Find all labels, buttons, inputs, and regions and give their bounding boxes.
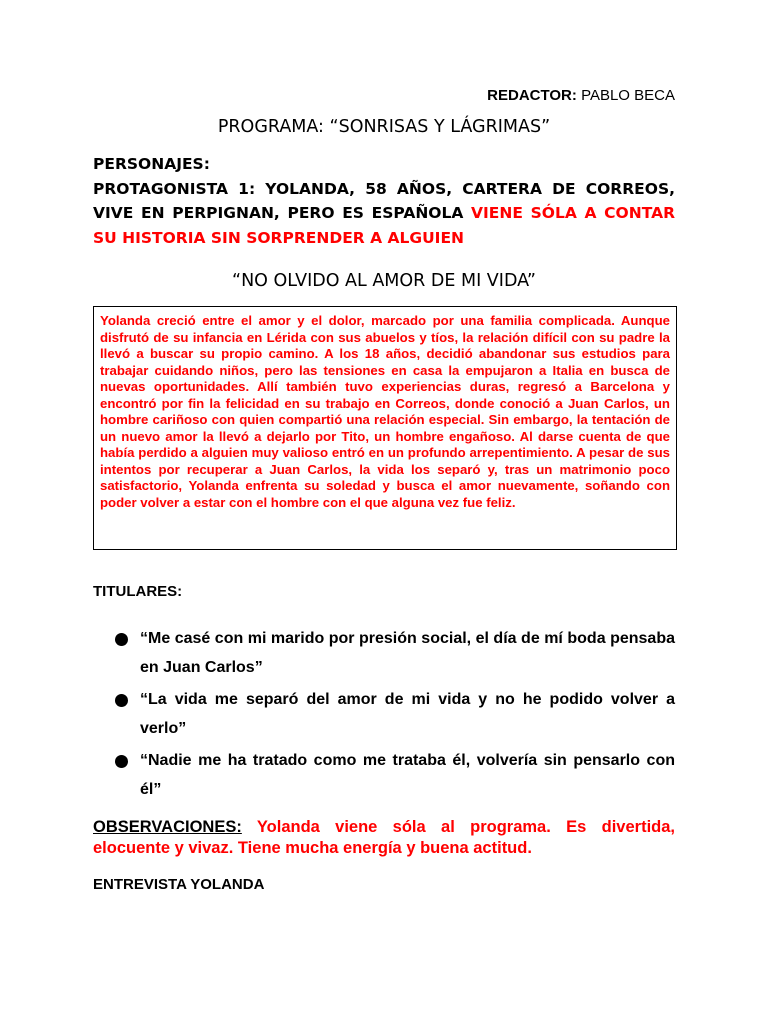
summary-box: Yolanda creció entre el amor y el dolor, marcado por una familia complicada. Aunque disfrutó de su infancia en Lérida con sus abuelos y tíos, la relación difícil con su padre la llevó a buscar su propio camino. A los 18 años, decidió abandonar sus estudios para trabajar cuidando niños, pero las tensiones en casa la empujaron a Italia en busca de nuevas oportunidades. Allí también tuvo experiencias duras, regresó a Barcelona y encontró por fin la felicidad en su trabajo en Correos, donde conoció a Juan Carlos, un hombre cariñoso con quien compartió una relación especial. Sin embargo, la tentación de un nuevo amor la llevó a dejarlo por Tito, un hombre engañoso. Al darse cuenta de que había perdido a alguien muy valioso entró en un profundo arrepentimiento. A pesar de sus intentos por recuperar a Juan Carlos, la vida los separó y, tras un matrimonio poco satisfactorio, Yolanda enfrenta su soledad y busca el amor nuevamente, soñando con poder volver a estar con el hombre con el que alguna vez fue feliz. xyxy=(93,306,677,550)
titulares-list xyxy=(115,624,675,807)
bullet-icon xyxy=(115,755,128,768)
personajes-heading: PERSONAJES: xyxy=(93,155,210,173)
redactor-label: REDACTOR: xyxy=(487,87,577,104)
observaciones-text: Yolanda viene sóla al programa. Es divertida, elocuente y vivaz. Tiene mucha energía y buena actitud. xyxy=(93,818,675,857)
list-item xyxy=(115,685,675,743)
entrevista-heading: ENTREVISTA YOLANDA xyxy=(93,876,265,893)
redactor-name: PABLO BECA xyxy=(581,87,675,104)
bullet-icon xyxy=(115,633,128,646)
observaciones-section xyxy=(93,817,675,859)
titular-text: “Me casé con mi marido por presión social, el día de mí boda pensaba en Juan Carlos” xyxy=(140,630,675,676)
program-title: PROGRAMA: “SONRISAS Y LÁGRIMAS” xyxy=(217,117,551,137)
story-title: “NO OLVIDO AL AMOR DE MI VIDA” xyxy=(232,271,536,291)
list-item xyxy=(115,746,675,804)
protagonista-highlight: VIENE SÓLA A CONTAR SU HISTORIA SIN SORPRENDER A ALGUIEN xyxy=(93,204,676,247)
protagonista-text: PROTAGONISTA 1: YOLANDA, 58 AÑOS, CARTERA DE CORREOS, VIVE EN PERPIGNAN, PERO ES ESPAÑOLA xyxy=(93,179,675,222)
protagonista-paragraph xyxy=(93,177,675,251)
redactor-line xyxy=(487,87,675,104)
list-item xyxy=(115,624,675,682)
titular-text: “La vida me separó del amor de mi vida y no he podido volver a verlo” xyxy=(140,691,675,737)
personajes-section xyxy=(93,152,675,250)
observaciones-label: OBSERVACIONES: xyxy=(93,818,242,836)
titular-text: “Nadie me ha tratado como me trataba él, volvería sin pensarlo con él” xyxy=(140,752,675,798)
bullet-icon xyxy=(115,694,128,707)
titulares-heading: TITULARES: xyxy=(93,583,183,600)
